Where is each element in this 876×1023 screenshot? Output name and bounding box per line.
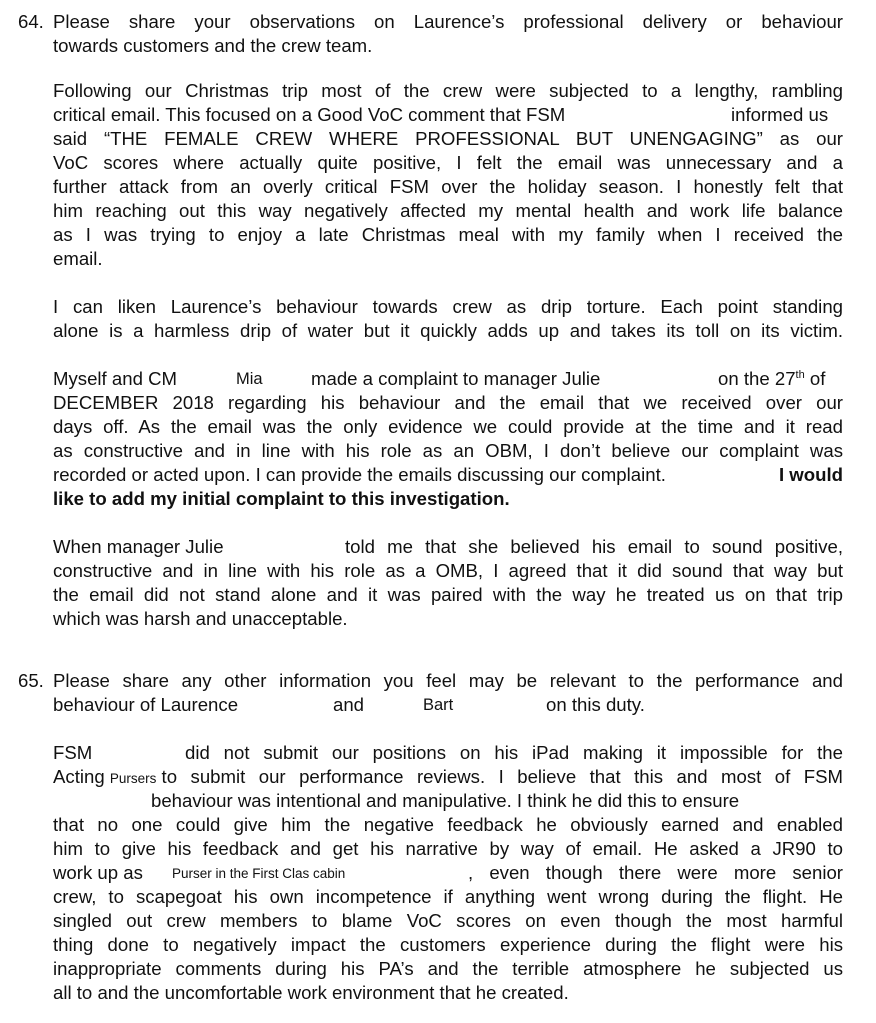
answer-line: email.: [53, 248, 103, 269]
answer-line: him to give his feedback and get his narrative by way of email. He asked a JR90 to: [53, 838, 843, 859]
answer-line: all to and the uncomfortable work environment that he created.: [53, 982, 569, 1003]
answer-line: critical email. This focused on a Good VoC comment that FSM: [53, 104, 566, 125]
name-insert: Bart: [423, 696, 454, 714]
answer-line-fragment: made a complaint to manager Julie: [311, 368, 601, 389]
name-insert: Mia: [236, 370, 263, 388]
question-65-fragment: behaviour of Laurence: [53, 694, 239, 715]
answer-line: singled out crew members to blame VoC scores on even though the most harmful: [53, 910, 843, 931]
answer-line-fragment: , even though there were more senior: [468, 862, 843, 883]
answer-line: VoC scores where actually quite positive, I felt the email was unnecessary and a: [53, 152, 843, 173]
answer-line: DECEMBER 2018 regarding his behaviour and the email that we received over our: [53, 392, 843, 413]
answer-line: which was harsh and unacceptable.: [53, 608, 348, 629]
answer-line: Acting Pursers to submit our performance reviews. I believe that this and most of FSM: [53, 765, 843, 789]
answer-line: thing done to negatively impact the customers experience during the flight were his: [53, 934, 843, 955]
answer-line-fragment: behaviour was intentional and manipulative. I think he did this to ensure: [151, 790, 740, 811]
answer-line: alone is a harmless drip of water but it quickly adds up and takes its toll on its victim.: [53, 320, 843, 341]
answer-line: as I was trying to enjoy a late Christmas meal with my family when I received the: [53, 224, 843, 245]
name-insert: Pursers: [109, 771, 157, 786]
ordinal-suffix: th: [795, 369, 805, 381]
answer-line-fragment: informed us: [731, 104, 829, 125]
answer-line: recorded or acted upon. I can provide the emails discussing our complaint. I would: [53, 464, 843, 485]
answer-line-fragment: did not submit our positions on his iPad making it impossible for the: [185, 742, 843, 763]
question-64-line: towards customers and the crew team.: [53, 35, 373, 56]
answer-line-bold: like to add my initial complaint to this investigation.: [53, 488, 510, 509]
question-number-64: 64.: [18, 11, 44, 32]
answer-line: further attack from an overly critical FSM over the holiday season. I honestly felt that: [53, 176, 843, 197]
question-65-fragment: on this duty.: [546, 694, 645, 715]
name-insert: Purser in the First Clas cabin: [172, 866, 346, 881]
answer-line: Following our Christmas trip most of the crew were subjected to a lengthy, rambling: [53, 80, 843, 101]
answer-line: crew, to scapegoat his own incompetence if anything went wrong during the flight. He: [53, 886, 843, 907]
answer-line-fragment: FSM: [53, 742, 93, 763]
answer-line-fragment: on the 27th of: [718, 368, 826, 389]
question-64-line: Please share your observations on Laurence’s professional delivery or behaviour: [53, 11, 843, 32]
answer-line: days off. As the email was the only evidence we could provide at the time and it read: [53, 416, 843, 437]
answer-line: as constructive and in line with his role as an OBM, I don’t believe our complaint was: [53, 440, 843, 461]
answer-line: him reaching out this way negatively affected my mental health and work life balance: [53, 200, 843, 221]
answer-line-fragment: work up as: [53, 862, 143, 883]
answer-line: said “THE FEMALE CREW WHERE PROFESSIONAL BUT UNENGAGING” as our: [53, 128, 843, 149]
answer-line: constructive and in line with his role as a OMB, I agreed that it did sound that way but: [53, 560, 843, 581]
question-65-line: Please share any other information you feel may be relevant to the performance and: [53, 670, 843, 691]
answer-line-fragment: Myself and CM: [53, 368, 177, 389]
answer-line-fragment: When manager Julie: [53, 536, 224, 557]
question-number-65: 65.: [18, 670, 44, 691]
answer-line: inappropriate comments during his PA’s and the terrible atmosphere he subjected us: [53, 958, 843, 979]
answer-line-fragment: told me that she believed his email to sound positive,: [345, 536, 843, 557]
answer-line: I can liken Laurence’s behaviour towards crew as drip torture. Each point standing: [53, 296, 843, 317]
question-65-fragment: and: [333, 694, 365, 715]
answer-line: the email did not stand alone and it was paired with the way he treated us on that trip: [53, 584, 843, 605]
answer-line: that no one could give him the negative feedback he obviously earned and enabled: [53, 814, 843, 835]
